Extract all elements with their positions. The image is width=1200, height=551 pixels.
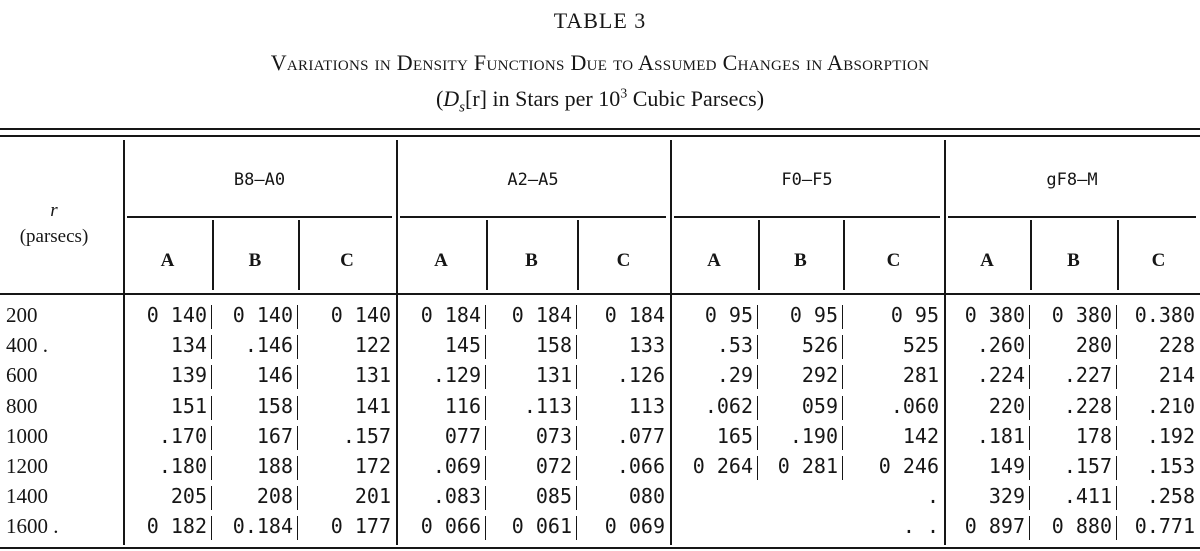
density-subscript: s [459, 99, 465, 116]
table-cell: 145 [444, 333, 481, 358]
bottom-rule [0, 547, 1200, 549]
table-cell: 059 [801, 393, 838, 418]
table-cell: 149 [988, 454, 1025, 478]
table-cell: .210 [1146, 393, 1195, 418]
table-cell: 0 177 [330, 514, 391, 539]
group-label: A2–A5 [507, 170, 559, 190]
table-cell: .53 [716, 333, 753, 358]
table-cell: 131 [354, 363, 391, 388]
table-cell: 0 95 [890, 303, 939, 327]
table-cell: 141 [354, 393, 391, 418]
table-cell: 292 [801, 363, 838, 388]
group-underline [400, 216, 666, 218]
table-cell: .224 [976, 363, 1025, 388]
table-cell: 077 [444, 423, 481, 448]
table-cell: 085 [535, 484, 572, 509]
group-label: B8–A0 [233, 170, 286, 190]
table-cell: 0 880 [1051, 514, 1112, 539]
table-cell: .157 [342, 423, 391, 448]
table-cell: 0 897 [964, 514, 1025, 539]
table-cell: .083 [432, 484, 481, 509]
table-cell: 142 [902, 423, 939, 448]
table-cell: 134 [170, 333, 207, 358]
table-cell: 0.771 [1134, 514, 1195, 539]
table-cell: .146 [244, 333, 293, 358]
table-cell: 072 [535, 454, 572, 478]
table-cell: .066 [616, 454, 665, 478]
density-symbol: D [443, 86, 460, 111]
table-title: TABLE 3 [553, 8, 647, 33]
row-r-value: 800 [6, 393, 38, 418]
table-cell: .227 [1063, 363, 1112, 388]
units-exponent: 3 [620, 86, 628, 102]
table-subtitle: Variations in Density Functions Due to Assumed Changes in Absorption [270, 50, 930, 75]
units-end: Cubic Parsecs) [627, 86, 765, 111]
table-cell: 208 [256, 484, 293, 509]
table-cell: 188 [256, 454, 293, 478]
table-cell: 0 140 [146, 303, 207, 327]
table-cell: .113 [523, 393, 572, 418]
subcolumn-label-c: C [616, 250, 631, 271]
table-cell: 146 [256, 363, 293, 388]
table-units-line [0, 86, 1200, 116]
table-cell: .29 [716, 363, 753, 388]
row-r-value: 1600 . [6, 514, 59, 539]
table-cell: .411 [1063, 484, 1112, 509]
table-cell: .077 [616, 423, 665, 448]
subcolumn-label-b: B [1067, 250, 1080, 271]
group-underline [948, 216, 1196, 218]
subcolumn-label-c: C [1151, 250, 1166, 271]
table-cell: 214 [1158, 363, 1195, 388]
table-cell: .153 [1146, 454, 1195, 478]
table-cell: 0 184 [604, 303, 665, 327]
table-cell: 113 [628, 393, 665, 418]
subcolumn-label-c: C [886, 250, 901, 271]
table-cell: .260 [976, 333, 1025, 358]
table-cell: 131 [535, 363, 572, 388]
table-cell: .181 [976, 423, 1025, 448]
table-cell: 0 184 [511, 303, 572, 327]
subcolumn-label-a: A [434, 250, 448, 271]
table-cell: 0 246 [878, 454, 939, 478]
table-cell: .062 [704, 393, 753, 418]
table-cell: 0.184 [232, 514, 293, 539]
table-cell: 0 95 [704, 303, 753, 327]
top-rule-1 [0, 128, 1200, 130]
table-cell: 0 066 [420, 514, 481, 539]
group-label: gF8–M [1046, 170, 1098, 190]
table-cell: 133 [628, 333, 665, 358]
table-cell: . [926, 484, 939, 509]
table-cell: 0 069 [604, 514, 665, 539]
table-cell: 139 [170, 363, 207, 388]
table-cell: .126 [616, 363, 665, 388]
group-underline [674, 216, 940, 218]
table-cell: 158 [256, 393, 293, 418]
subcolumn-label-a: A [160, 250, 175, 271]
row-r-value: 400 . [6, 333, 48, 358]
table-cell: 0 380 [1051, 303, 1112, 327]
table-cell: 525 [902, 333, 939, 358]
table-cell: 0 140 [232, 303, 293, 327]
table-cell: .192 [1146, 423, 1195, 448]
table-cell: 0 380 [964, 303, 1025, 327]
subcolumn-label-a: A [707, 250, 721, 271]
table-cell: .170 [158, 423, 207, 448]
row-r-value: 1000 [6, 423, 48, 448]
table-cell: .258 [1146, 484, 1195, 509]
table-cell: 0 264 [692, 454, 753, 478]
table-cell: 526 [801, 333, 838, 358]
table-cell: 201 [354, 484, 391, 509]
table-cell: 122 [354, 333, 391, 358]
units-open-paren: ( [435, 86, 444, 111]
table-cell: 080 [628, 484, 665, 509]
units-text: in Stars per 10 [486, 86, 621, 111]
subcolumn-label-b: B [525, 250, 538, 271]
row-r-value: 1200 [6, 454, 48, 478]
table-cell: 165 [716, 423, 753, 448]
table-cell: 178 [1075, 423, 1112, 448]
table-cell: 220 [988, 393, 1025, 418]
table-cell: .228 [1063, 393, 1112, 418]
subcolumn-label-c: C [340, 250, 354, 271]
table-cell: 280 [1075, 333, 1112, 358]
row-r-value: 600 [6, 363, 38, 388]
table-cell: 0 140 [330, 303, 391, 327]
row-header-symbol: r [50, 200, 58, 221]
group-label: F0–F5 [781, 170, 833, 190]
table-cell: 151 [170, 393, 207, 418]
table-cell: 0 182 [146, 514, 207, 539]
table-cell: 228 [1158, 333, 1195, 358]
table-cell: .157 [1063, 454, 1112, 478]
table-cell: 158 [535, 333, 572, 358]
row-header-unit: (parsecs) [19, 226, 89, 247]
subcolumn-label-b: B [248, 250, 262, 271]
group-underline [127, 216, 392, 218]
table-cell: 172 [354, 454, 391, 478]
table-cell: 0.380 [1134, 303, 1195, 327]
table-cell: 0 281 [777, 454, 838, 478]
table-cell: .190 [789, 423, 838, 448]
subcolumn-label-a: A [980, 250, 994, 271]
table-cell: 329 [988, 484, 1025, 509]
table-cell: .069 [432, 454, 481, 478]
top-rule-2 [0, 135, 1200, 137]
table-cell: .180 [158, 454, 207, 478]
table-cell: 0 95 [789, 303, 838, 327]
table-cell: 205 [170, 484, 207, 509]
table-cell: . . [902, 514, 939, 539]
row-r-value: 1400 [6, 484, 48, 509]
table-cell: 0 184 [420, 303, 481, 327]
table-cell: 0 061 [511, 514, 572, 539]
table-cell: .060 [890, 393, 939, 418]
row-r-value: 200 [6, 303, 38, 327]
table-cell: .129 [432, 363, 481, 388]
table-cell: 281 [902, 363, 939, 388]
subcolumn-label-b: B [794, 250, 807, 271]
table-cell: 073 [535, 423, 572, 448]
table-cell: 116 [444, 393, 481, 418]
density-argument: [r] [465, 86, 487, 111]
table-cell: 167 [256, 423, 293, 448]
header-rule [0, 293, 1200, 295]
